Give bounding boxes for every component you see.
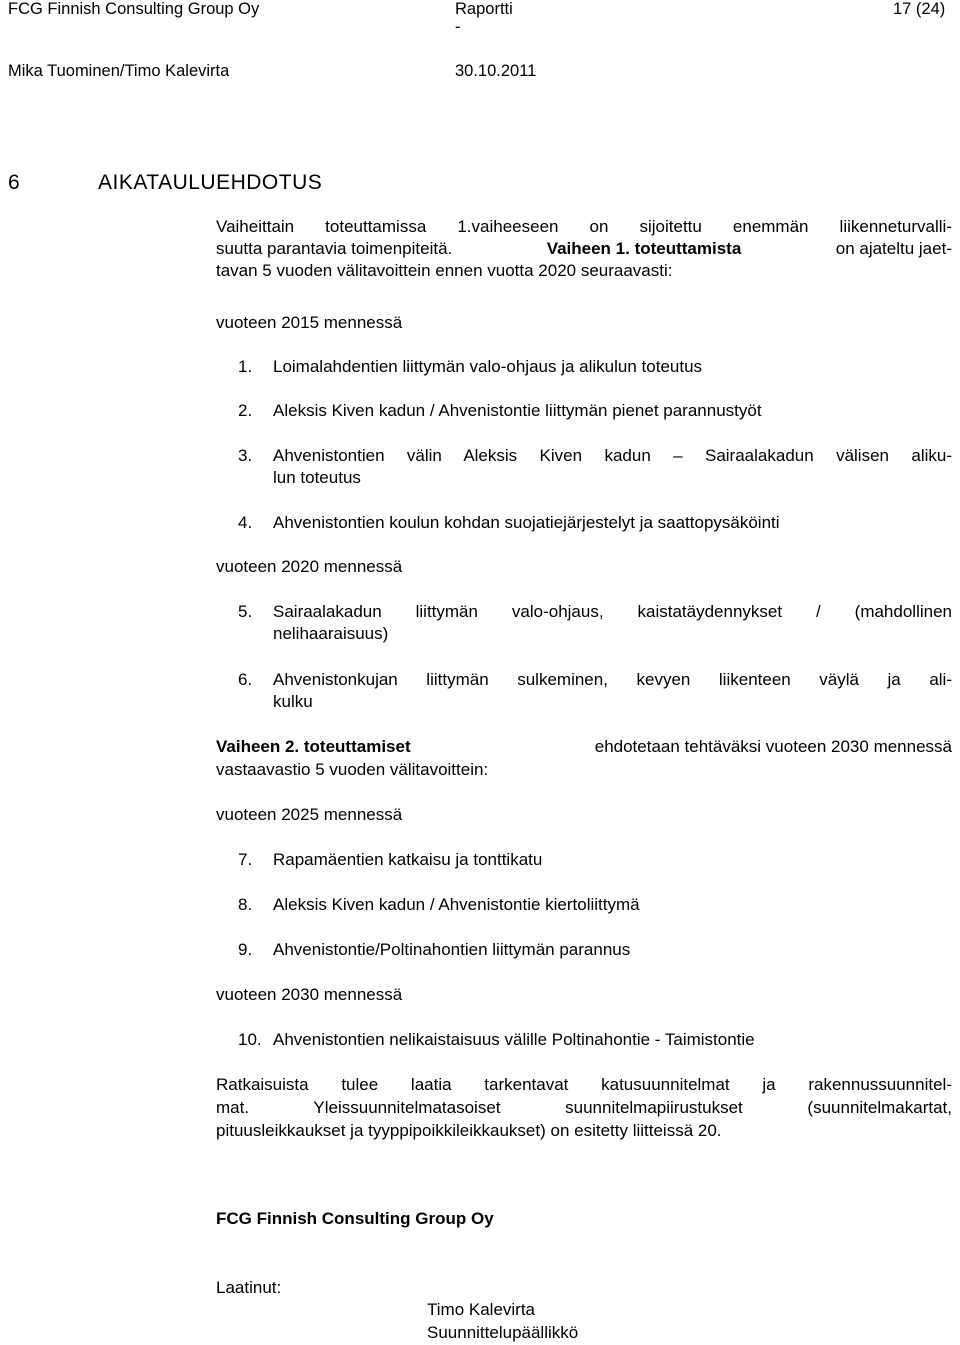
phase2-line-1-rest: ehdotetaan tehtäväksi vuoteen 2030 mennessä — [594, 737, 952, 756]
list-item-number: 7. — [238, 850, 253, 869]
intro-line-3: tavan 5 vuoden välitavoittein ennen vuotta 2020 seuraavasti: — [216, 261, 673, 280]
header-page-number: 17 (24) — [893, 0, 946, 18]
list-item: Loimalahdentien liittymän valo-ohjaus ja alikulun toteutus — [273, 357, 703, 376]
header-dash: - — [455, 18, 461, 36]
intro-phase1-bold: Vaiheen 1. toteuttamista — [546, 239, 742, 258]
closing-line-1: Ratkaisuista tulee laatia tarkentavat katusuunnitelmat ja rakennussuunnitel- — [216, 1075, 952, 1094]
list-item-number: 8. — [238, 895, 253, 914]
list-item-number: 9. — [238, 940, 253, 959]
intro-line-2-end: on ajateltu jaet- — [835, 239, 952, 258]
list-item: Ahvenistontie/Poltinahontien liittymän parannus — [273, 940, 631, 959]
section-title: AIKATAULUEHDOTUS — [98, 171, 323, 194]
group-heading-2025: vuoteen 2025 mennessä — [216, 805, 403, 824]
list-item: Ahvenistonkujan liittymän sulkeminen, kevyen liikenteen väylä ja ali- — [273, 670, 952, 689]
list-item: Rapamäentien katkaisu ja tonttikatu — [273, 850, 543, 869]
list-item-number: 2. — [238, 401, 253, 420]
intro-line-1: Vaiheittain toteuttamissa 1.vaiheeseen on sijoitettu enemmän liikenneturvalli- — [216, 217, 952, 236]
group-heading-2015: vuoteen 2015 mennessä — [216, 313, 403, 332]
signature-company: FCG Finnish Consulting Group Oy — [216, 1209, 494, 1228]
intro-line-2 — [216, 238, 952, 260]
list-item: Aleksis Kiven kadun / Ahvenistontie liittymän pienet parannustyöt — [273, 401, 762, 420]
group-heading-2020: vuoteen 2020 mennessä — [216, 557, 403, 576]
signature-name: Timo Kalevirta — [427, 1300, 536, 1319]
phase2-bold: Vaiheen 2. toteuttamiset — [216, 737, 411, 756]
signature-label: Laatinut: — [216, 1278, 282, 1297]
list-item-number: 6. — [238, 670, 253, 689]
header-doc-type: Raportti — [455, 0, 513, 18]
list-item-continuation: lun toteutus — [273, 468, 361, 487]
header-authors: Mika Tuominen/Timo Kalevirta — [8, 62, 230, 80]
group-heading-2030: vuoteen 2030 mennessä — [216, 985, 403, 1004]
closing-line-3: pituusleikkaukset ja tyyppipoikkileikkaukset) on esitetty liitteissä 20. — [216, 1121, 722, 1140]
header-company: FCG Finnish Consulting Group Oy — [8, 0, 260, 18]
list-item: Aleksis Kiven kadun / Ahvenistontie kiertoliittymä — [273, 895, 640, 914]
list-item-continuation: nelihaaraisuus) — [273, 624, 389, 643]
list-item-number: 10. — [238, 1030, 262, 1049]
section-number: 6 — [8, 171, 20, 194]
list-item: Ahvenistontien välin Aleksis Kiven kadun – Sairaalakadun välisen aliku- — [273, 446, 952, 465]
closing-line-2: mat. Yleissuunnitelmatasoiset suunnitelmapiirustukset (suunnitelmakartat, — [216, 1098, 952, 1117]
phase2-line-2: vastaavastio 5 vuoden välitavoittein: — [216, 760, 489, 779]
list-item-number: 3. — [238, 446, 253, 465]
phase2-line-1 — [216, 736, 952, 758]
signature-role: Suunnittelupäällikkö — [427, 1323, 579, 1342]
list-item-continuation: kulku — [273, 692, 313, 711]
list-item: Sairaalakadun liittymän valo-ohjaus, kaistatäydennykset / (mahdollinen — [273, 602, 952, 621]
list-item-number: 1. — [238, 357, 253, 376]
header-date: 30.10.2011 — [455, 62, 537, 80]
list-item-number: 5. — [238, 602, 253, 621]
list-item-number: 4. — [238, 513, 253, 532]
intro-line-2-start: suutta parantavia toimenpiteitä. — [216, 239, 453, 258]
list-item: Ahvenistontien koulun kohdan suojatiejärjestelyt ja saattopysäköinti — [273, 513, 780, 532]
list-item: Ahvenistontien nelikaistaisuus välille Poltinahontie - Taimistontie — [273, 1030, 755, 1049]
